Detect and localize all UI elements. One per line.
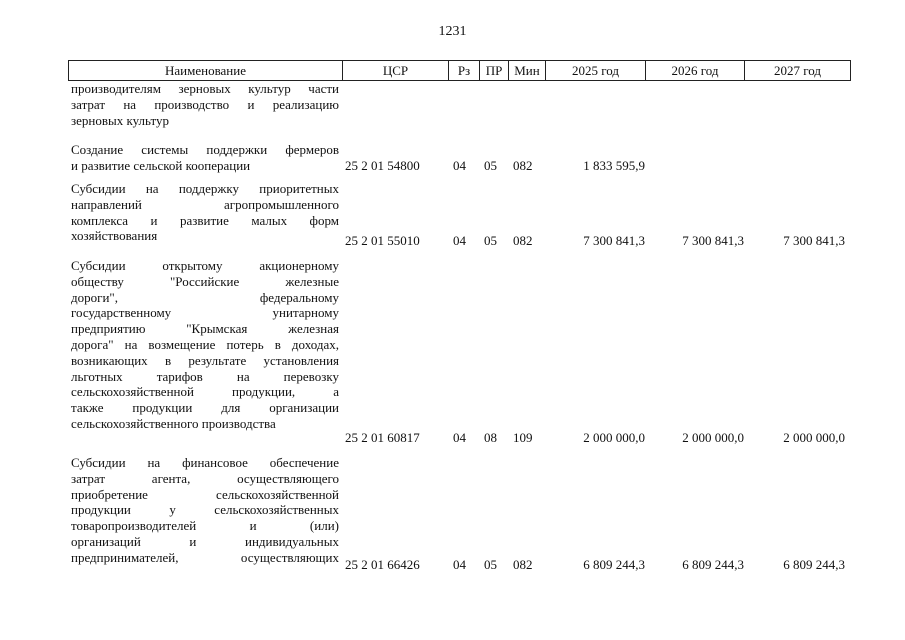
name-line: приобретение сельскохозяйственной [71,486,339,502]
row-2025: 1 833 595,9 [583,158,645,173]
row-csr: 25 2 01 55010 [345,233,420,248]
name-line: хозяйствования [71,228,158,244]
name-line: Субсидии открытому акционерному [71,258,339,273]
row-min: 109 [513,430,533,445]
row-min: 082 [513,158,533,173]
name-line: обществу "Российские железные [71,273,339,289]
name-line: товаропроизводителей и (или) [71,518,339,534]
name-line: дороги", федеральному [71,289,339,305]
row-pr: 05 [484,158,497,173]
name-line: затрат на производство и реализацию [71,96,339,112]
row-2026: 2 000 000,0 [682,430,744,445]
name-line: предприятию "Крымская железная [71,321,339,337]
name-line: и развитие сельской кооперации [71,157,251,173]
row-2027: 2 000 000,0 [783,430,845,445]
row-pr: 08 [484,430,497,445]
header-2025: 2025 год [546,61,646,81]
row-csr: 25 2 01 66426 [345,557,420,572]
page-number: 1231 [438,24,467,39]
row-pr: 05 [484,557,497,572]
name-line: дорога" на возмещение потерь в доходах, [71,336,339,352]
row-rz: 04 [453,158,466,173]
row-2025: 2 000 000,0 [583,430,645,445]
table-header [68,60,851,81]
row-rz: 04 [453,430,466,445]
header-csr: ЦСР [343,61,449,81]
row-2027: 7 300 841,3 [783,233,845,248]
name-line: Субсидии на поддержку приоритетных [71,181,339,196]
name-line: затрат агента, осуществляющего [71,470,339,486]
name-line: сельскохозяйственной продукции, а [71,384,339,400]
name-line: государственному унитарному [71,305,339,321]
name-line: зерновых культур [71,112,169,128]
row-2027: 6 809 244,3 [783,557,845,572]
row-pr: 05 [484,233,497,248]
row-name [71,81,339,128]
name-line: льготных тарифов на перевозку [71,368,339,384]
row-csr: 25 2 01 60817 [345,430,420,445]
row-2026: 7 300 841,3 [682,233,744,248]
header-name: Наименование [69,61,343,81]
row-2025: 6 809 244,3 [583,557,645,572]
row-min: 082 [513,233,533,248]
name-line: Субсидии на финансовое обеспечение [71,455,339,470]
name-line: производителям зерновых культур части [71,81,339,96]
header-rz: Рз [449,61,480,81]
name-line: продукции у сельскохозяйственных [71,502,339,518]
row-rz: 04 [453,233,466,248]
name-line: также продукции для организации [71,400,339,416]
header-pr: ПР [480,61,509,81]
name-line: предпринимателей, осуществляющих [71,549,339,565]
header-min: Мин [509,61,546,81]
header-2026: 2026 год [646,61,745,81]
name-line: сельскохозяйственного производства [71,415,276,431]
row-name [71,455,339,566]
row-name [71,258,339,432]
name-line: направлений агропромышленного [71,196,339,212]
name-line: Создание системы поддержки фермеров [71,142,339,157]
name-line: возникающих в результате установления [71,352,339,368]
row-min: 082 [513,557,533,572]
name-line: организаций и индивидуальных [71,533,339,549]
header-2027: 2027 год [745,61,851,81]
row-name [71,142,339,174]
row-2026: 6 809 244,3 [682,557,744,572]
row-rz: 04 [453,557,466,572]
name-line: комплекса и развитие малых форм [71,212,339,228]
row-name [71,181,339,244]
row-csr: 25 2 01 54800 [345,158,420,173]
row-2025: 7 300 841,3 [583,233,645,248]
